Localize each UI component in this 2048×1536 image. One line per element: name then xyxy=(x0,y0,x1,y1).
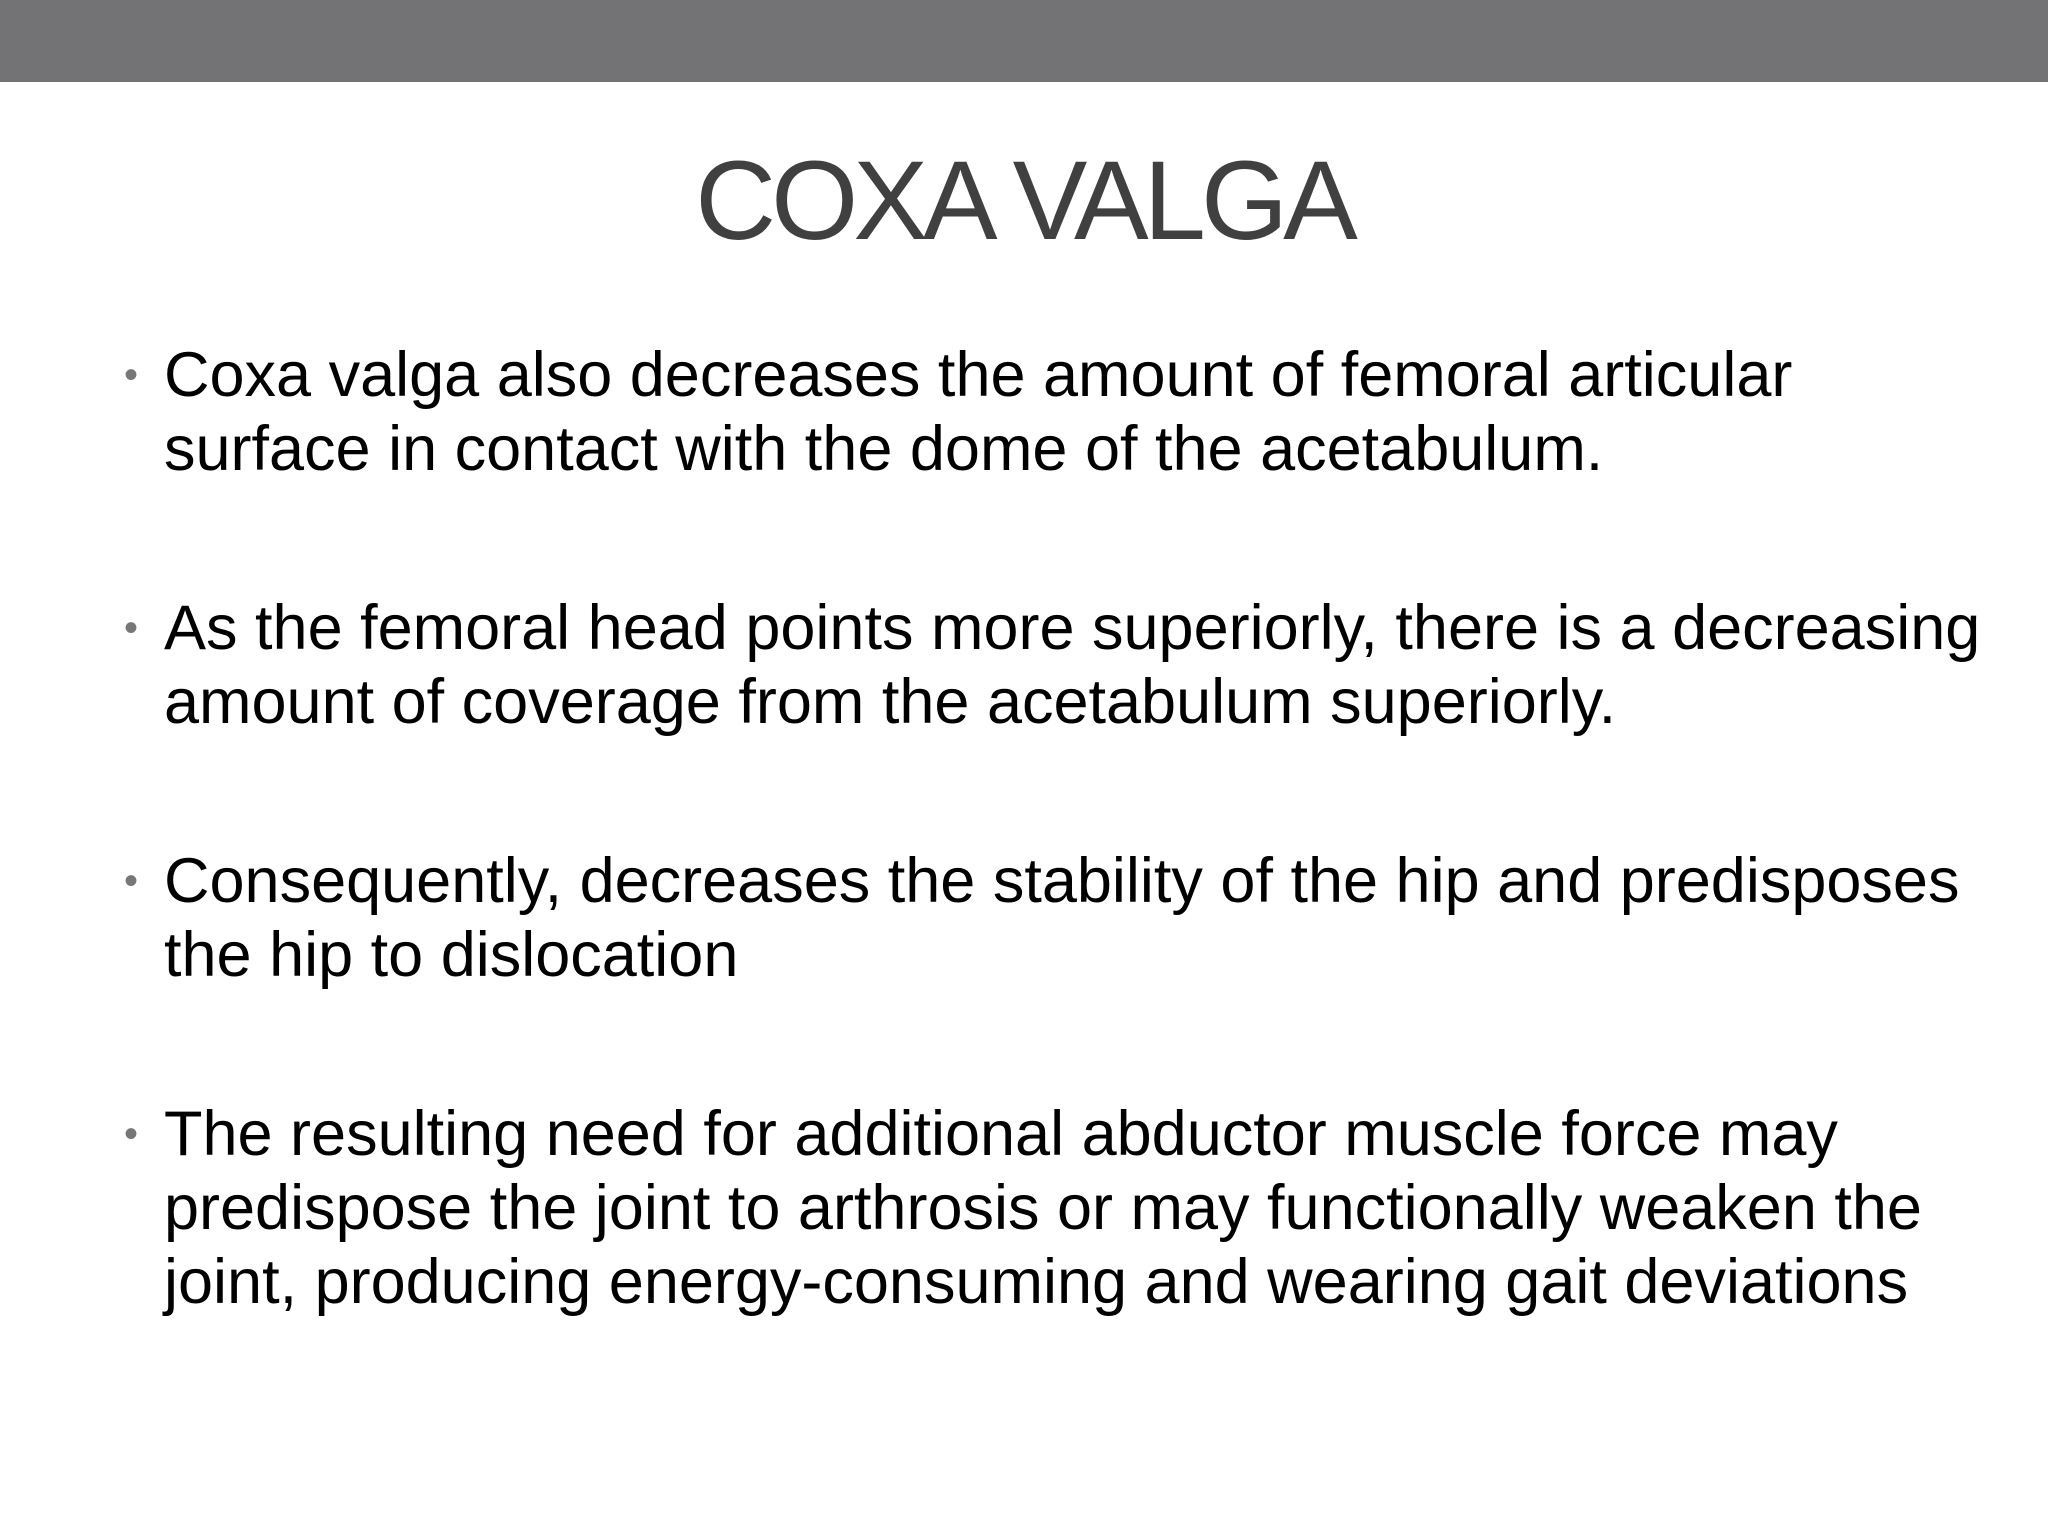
bullet-item xyxy=(120,591,2000,739)
bullet-item xyxy=(120,844,2000,992)
bullet-text: Consequently, decreases the stability of the hip and predisposes the hip to dislocation xyxy=(164,846,1960,990)
bullet-text: The resulting need for additional abductor muscle force may predispose the joint to arthrosis or may functionally weaken the joint, producing energy-consuming and wearing gait deviations xyxy=(164,1099,1922,1317)
top-bar xyxy=(0,0,2048,82)
bullet-text: Coxa valga also decreases the amount of femoral articular surface in contact with the dome of the acetabulum. xyxy=(164,340,1793,484)
slide-title: COXA VALGA xyxy=(695,138,1353,263)
bullet-text: As the femoral head points more superiorly, there is a decreasing amount of coverage from the acetabulum superiorly. xyxy=(164,593,1981,737)
bullet-list xyxy=(120,338,2000,1319)
bullet-item xyxy=(120,1097,2000,1319)
bullet-marker: • xyxy=(124,353,139,397)
bullet-item xyxy=(120,338,2000,486)
bullet-marker: • xyxy=(124,606,139,650)
bullet-marker: • xyxy=(124,1112,139,1156)
bullet-marker: • xyxy=(124,859,139,903)
